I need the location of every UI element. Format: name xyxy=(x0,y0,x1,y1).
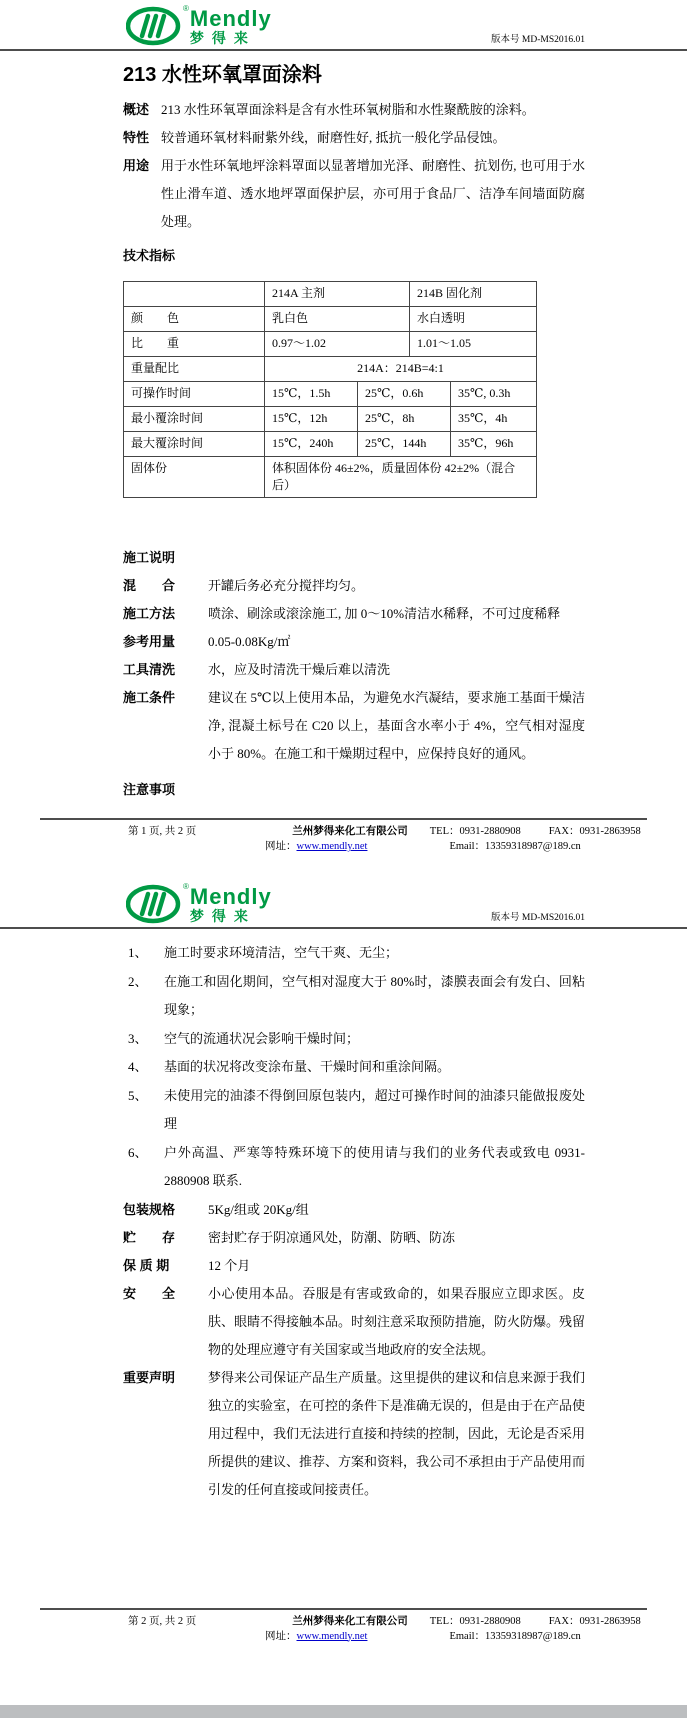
tech-spec-table xyxy=(123,281,537,498)
email-label: Email： xyxy=(449,841,486,852)
note-text: 基面的状况将改变涂布量、干燥时间和重涂间隔。 xyxy=(164,1059,451,1074)
page1-footer xyxy=(40,818,647,854)
phone-number: TEL：0931-2880908 xyxy=(429,826,521,837)
table-cell: 15℃，240h xyxy=(264,432,357,456)
row-text: 建议在 5℃以上使用本品，为避免水汽凝结，要求施工基面干燥洁净, 混凝土标号在 C20 以上，基面含水率小于 4%，空气相对湿度小于 80%。在施工和干燥期过程中，应保持良好的通风。 xyxy=(208,690,585,761)
construction-row-dosage xyxy=(123,628,585,656)
table-cell: 比 重 xyxy=(131,336,180,350)
section-label: 特性 xyxy=(123,130,150,145)
brand-name: Mendly xyxy=(189,884,272,909)
document-end-band xyxy=(0,1705,687,1718)
table-cell: 最小覆涂时间 xyxy=(131,411,204,425)
table-row-min-recoat xyxy=(124,406,536,431)
table-cell: 214A 主剂 xyxy=(264,282,409,306)
table-row-gravity xyxy=(124,331,536,356)
page-title: 213 水性环氧罩面涂料 xyxy=(123,64,322,86)
table-cell: 214B 固化剂 xyxy=(409,282,536,306)
table-row-solids xyxy=(124,456,536,497)
row-text: 水，应及时清洗干燥后难以清洗 xyxy=(208,662,391,677)
table-cell: 重量配比 xyxy=(131,361,180,375)
spec-row-shelf-life xyxy=(123,1252,585,1280)
construction-row-conditions xyxy=(123,684,585,768)
note-item-5 xyxy=(128,1082,585,1139)
mendly-logo xyxy=(126,5,272,46)
note-number: 5、 xyxy=(128,1087,148,1103)
website-link[interactable]: www.mendly.net xyxy=(296,841,368,852)
row-label: 施工方法 xyxy=(123,606,176,621)
table-cell: 214A：214B=4:1 xyxy=(264,357,536,381)
table-row-ratio xyxy=(124,356,536,381)
row-label: 包装规格 xyxy=(123,1201,176,1217)
note-number: 4、 xyxy=(128,1059,148,1074)
website-row xyxy=(265,840,367,854)
note-number: 6、 xyxy=(128,1144,148,1160)
website-label: 网址： xyxy=(265,1630,297,1642)
brand-name-chinese: 梦得来 xyxy=(189,908,256,924)
row-label: 工具清洗 xyxy=(123,662,176,677)
note-item-6 xyxy=(128,1139,585,1196)
table-cell: 颜 色 xyxy=(131,311,180,325)
table-cell: 固体份 xyxy=(131,461,168,475)
spec-row-disclaimer xyxy=(123,1364,585,1504)
row-label: 重要声明 xyxy=(123,1369,176,1385)
page2-header xyxy=(0,878,687,927)
version-label: 版本号 MD-MS2016.01 xyxy=(491,35,585,45)
construction-heading: 施工说明 xyxy=(123,550,176,565)
brand-name-chinese: 梦得来 xyxy=(189,30,256,46)
section-text: 用于水性环氧地坪涂料罩面以显著增加光泽、耐磨性、抗划伤, 也可用于水性止滑车道、透水地坪罩面保护层，亦可用于食品厂、洁净车间墙面防腐处理。 xyxy=(161,158,585,229)
section-overview xyxy=(123,96,585,124)
email-label: Email： xyxy=(449,1630,486,1642)
table-cell: 35℃, 0.3h xyxy=(450,382,536,406)
table-cell: 乳白色 xyxy=(264,307,409,331)
spec-row-storage xyxy=(123,1224,585,1252)
mendly-logo-icon xyxy=(126,6,182,46)
header-divider xyxy=(0,49,687,51)
fax-number: FAX：0931-2863958 xyxy=(548,826,641,837)
note-text: 空气的流通状况会影响干燥时间； xyxy=(164,1030,360,1046)
registered-trademark-icon: ® xyxy=(183,882,189,891)
table-cell: 可操作时间 xyxy=(131,386,192,400)
version-label: 版本号 MD-MS2016.01 xyxy=(491,913,585,923)
website-link[interactable]: www.mendly.net xyxy=(296,1630,368,1642)
row-text: 5Kg/组或 20Kg/组 xyxy=(208,1201,309,1217)
row-label: 施工条件 xyxy=(123,690,176,705)
table-cell: 体积固体份 46±2%，质量固体份 42±2%（混合后） xyxy=(264,457,536,497)
row-label: 参考用量 xyxy=(123,634,176,649)
section-features xyxy=(123,124,585,152)
mendly-logo xyxy=(126,883,272,924)
page-number: 第 1 页, 共 2 页 xyxy=(128,826,197,837)
table-cell: 0.97～1.02 xyxy=(264,332,409,356)
email-address: 13359318987@189.cn xyxy=(485,841,581,852)
note-text: 未使用完的油漆不得倒回原包装内，超过可操作时间的油漆只能做报废处理 xyxy=(164,1087,585,1131)
notes-heading: 注意事项 xyxy=(123,782,176,797)
page1-header xyxy=(0,0,687,49)
table-cell: 25℃，0.6h xyxy=(357,382,450,406)
fax-number: FAX：0931-2863958 xyxy=(548,1615,641,1627)
table-cell: 15℃，1.5h xyxy=(264,382,357,406)
row-text: 0.05-0.08Kg/㎡ xyxy=(208,634,291,649)
table-cell: 25℃，144h xyxy=(357,432,450,456)
section-label: 用途 xyxy=(123,158,150,173)
note-number: 3、 xyxy=(128,1030,148,1046)
section-text: 213 水性环氧罩面涂料是含有水性环氧树脂和水性聚酰胺的涂料。 xyxy=(161,102,535,117)
table-cell: 最大覆涂时间 xyxy=(131,436,204,450)
table-row-max-recoat xyxy=(124,431,536,456)
spec-row-safety xyxy=(123,1280,585,1364)
row-label: 安 全 xyxy=(123,1285,176,1301)
row-text: 12 个月 xyxy=(208,1257,251,1273)
note-text: 在施工和固化期间，空气相对湿度大于 80%时，漆膜表面会有发白、回粘现象； xyxy=(164,973,585,1017)
page2-footer xyxy=(40,1608,647,1644)
email-row xyxy=(449,1630,580,1644)
tech-spec-heading: 技术指标 xyxy=(123,248,176,263)
table-cell: 1.01～1.05 xyxy=(409,332,536,356)
table-row-color xyxy=(124,306,536,331)
note-number: 2、 xyxy=(128,973,148,989)
row-text: 梦得来公司保证产品生产质量。这里提供的建议和信息来源于我们独立的实验室，在可控的条件下是准确无误的，但是由于在产品使用过程中，我们无法进行直接和持续的控制，因此，无论是否采用所提供的建议、推荐、方案和资料，我公司不承担由于产品使用而引发的任何直接或间接责任。 xyxy=(208,1369,586,1497)
construction-row-method xyxy=(123,600,585,628)
note-item-1 xyxy=(128,939,585,968)
table-row-header xyxy=(124,282,536,306)
table-cell: 35℃，4h xyxy=(450,407,536,431)
website-row xyxy=(265,1630,367,1644)
row-label: 贮 存 xyxy=(123,1229,176,1245)
table-cell: 35℃，96h xyxy=(450,432,536,456)
section-text: 较普通环氧材料耐紫外线，耐磨性好, 抵抗一般化学品侵蚀。 xyxy=(161,130,506,145)
table-row-pot-life xyxy=(124,381,536,406)
note-number: 1、 xyxy=(128,945,148,960)
brand-name: Mendly xyxy=(189,6,272,31)
table-cell xyxy=(124,282,264,306)
note-item-2 xyxy=(128,968,585,1025)
company-name: 兰州梦得来化工有限公司 xyxy=(292,1614,408,1627)
company-name: 兰州梦得来化工有限公司 xyxy=(292,825,408,837)
website-label: 网址： xyxy=(265,841,297,852)
email-row xyxy=(449,840,580,854)
table-cell: 25℃，8h xyxy=(357,407,450,431)
row-text: 喷涂、刷涂或滚涂施工, 加 0～10%清洁水稀释，不可过度稀释 xyxy=(208,606,561,621)
row-text: 开罐后务必充分搅拌均匀。 xyxy=(208,578,365,593)
note-item-4 xyxy=(128,1053,585,1082)
mendly-logo-icon xyxy=(126,884,182,924)
page-2 xyxy=(0,854,687,1718)
row-label: 保 质 期 xyxy=(123,1257,170,1273)
table-cell: 15℃，12h xyxy=(264,407,357,431)
registered-trademark-icon: ® xyxy=(183,4,189,13)
spec-row-packaging xyxy=(123,1196,585,1224)
page-1 xyxy=(0,0,687,854)
section-uses xyxy=(123,152,585,236)
email-address: 13359318987@189.cn xyxy=(485,1630,581,1642)
phone-number: TEL：0931-2880908 xyxy=(429,1615,521,1627)
construction-row-mixing xyxy=(123,572,585,600)
page-number: 第 2 页, 共 2 页 xyxy=(128,1615,197,1627)
section-label: 概述 xyxy=(123,102,150,117)
note-item-3 xyxy=(128,1025,585,1054)
note-text: 施工时要求环境清洁，空气干爽、无尘； xyxy=(164,945,399,960)
note-text: 户外高温、严寒等特殊环境下的使用请与我们的业务代表或致电 0931-2880908 联系. xyxy=(164,1144,585,1188)
table-cell: 水白透明 xyxy=(409,307,536,331)
row-label: 混 合 xyxy=(123,578,176,593)
row-text: 小心使用本品。吞服是有害或致命的，如果吞服应立即求医。皮肤、眼睛不得接触本品。时刻注意采取预防措施，防火防爆。残留物的处理应遵守有关国家或当地政府的安全法规。 xyxy=(208,1285,586,1357)
construction-row-cleaning xyxy=(123,656,585,684)
row-text: 密封贮存于阴凉通风处，防潮、防晒、防冻 xyxy=(208,1229,456,1245)
